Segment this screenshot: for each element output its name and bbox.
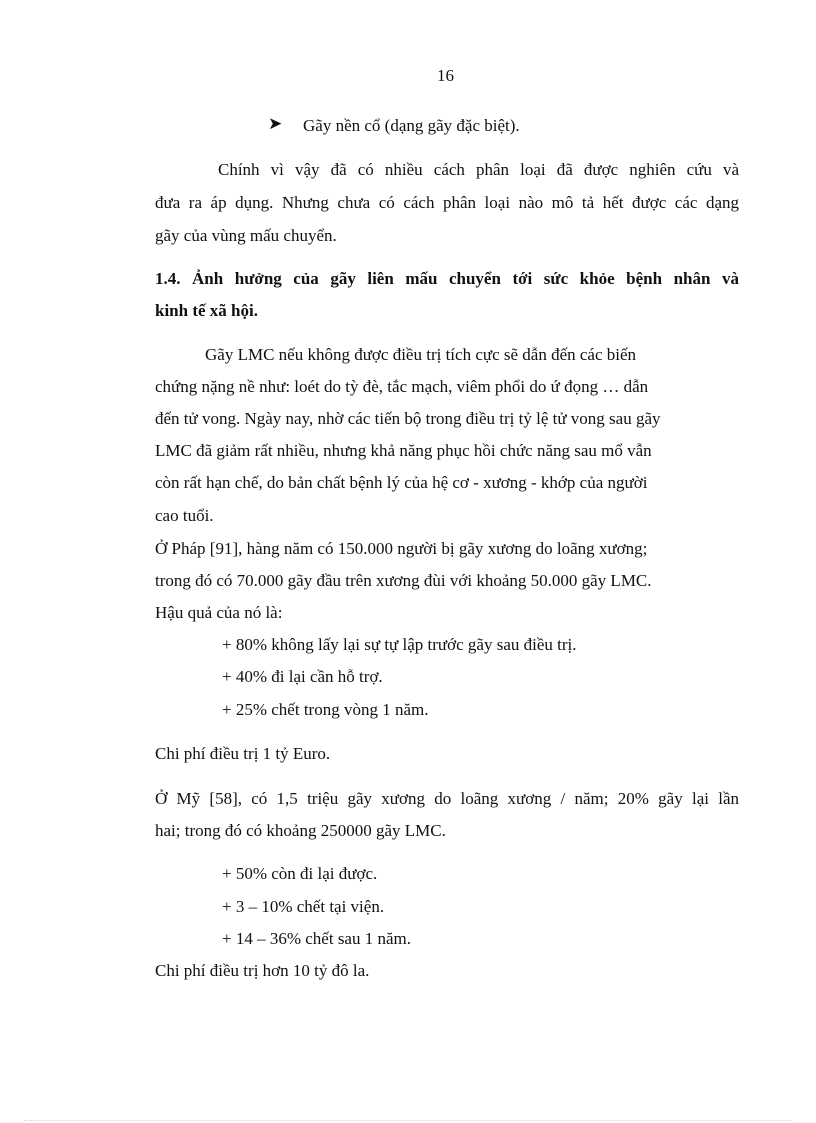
list-item: + 80% không lấy lại sự tự lập trước gãy sau điều trị. xyxy=(222,635,577,654)
list-item: + 3 – 10% chết tại viện. xyxy=(222,897,385,916)
paragraph-line: Hậu quả của nó là: xyxy=(155,603,283,622)
paragraph-line: hai; trong đó có khoảng 250000 gãy LMC. xyxy=(155,821,446,840)
paragraph-line: đưa ra áp dụng. Nhưng chưa có cách phân loại nào mô tả hết được các dạng xyxy=(155,193,739,212)
paragraph-line: Chính vì vậy đã có nhiều cách phân loại đã được nghiên cứu và xyxy=(218,160,739,179)
section-heading: kinh tế xã hội. xyxy=(155,301,258,320)
paragraph-line: Chi phí điều trị 1 tỷ Euro. xyxy=(155,744,331,763)
list-item: + 40% đi lại cần hỗ trợ. xyxy=(222,667,383,686)
section-heading: 1.4. Ảnh hưởng của gãy liên mấu chuyển tới sức khỏe bệnh nhân và xyxy=(155,269,739,288)
bullet-item-text: Gãy nền cổ (dạng gãy đặc biệt). xyxy=(303,116,520,135)
arrow-bullet-icon: ➤ xyxy=(268,114,283,133)
page-number: 16 xyxy=(437,66,454,85)
paragraph-line: Chi phí điều trị hơn 10 tỷ đô la. xyxy=(155,961,370,980)
list-item: + 50% còn đi lại được. xyxy=(222,864,378,883)
paragraph-line: Ở Pháp [91], hàng năm có 150.000 người bị gãy xương do loãng xương; xyxy=(155,539,648,558)
paragraph-line: chứng nặng nề như: loét do tỳ đè, tắc mạch, viêm phổi do ứ đọng … dẫn xyxy=(155,377,649,396)
paragraph-line: đến tử vong. Ngày nay, nhờ các tiến bộ trong điều trị tỷ lệ tử vong sau gãy xyxy=(155,409,661,428)
paragraph-line: LMC đã giảm rất nhiều, nhưng khả năng phục hồi chức năng sau mổ vẫn xyxy=(155,441,652,460)
paragraph-line: gãy của vùng mấu chuyển. xyxy=(155,226,337,245)
paragraph-line: Gãy LMC nếu không được điều trị tích cực sẽ dẫn đến các biến xyxy=(205,345,637,364)
paragraph-line: còn rất hạn chế, do bản chất bệnh lý của hệ cơ - xương - khớp của người xyxy=(155,473,648,492)
list-item: + 14 – 36% chết sau 1 năm. xyxy=(222,929,411,948)
paragraph-line: Ở Mỹ [58], có 1,5 triệu gãy xương do loãng xương / năm; 20% gãy lại lần xyxy=(155,789,739,808)
paragraph-line: cao tuổi. xyxy=(155,506,214,525)
list-item: + 25% chết trong vòng 1 năm. xyxy=(222,700,429,719)
paragraph-line: trong đó có 70.000 gãy đầu trên xương đùi với khoảng 50.000 gãy LMC. xyxy=(155,571,652,590)
page-bottom-divider xyxy=(24,1120,792,1121)
